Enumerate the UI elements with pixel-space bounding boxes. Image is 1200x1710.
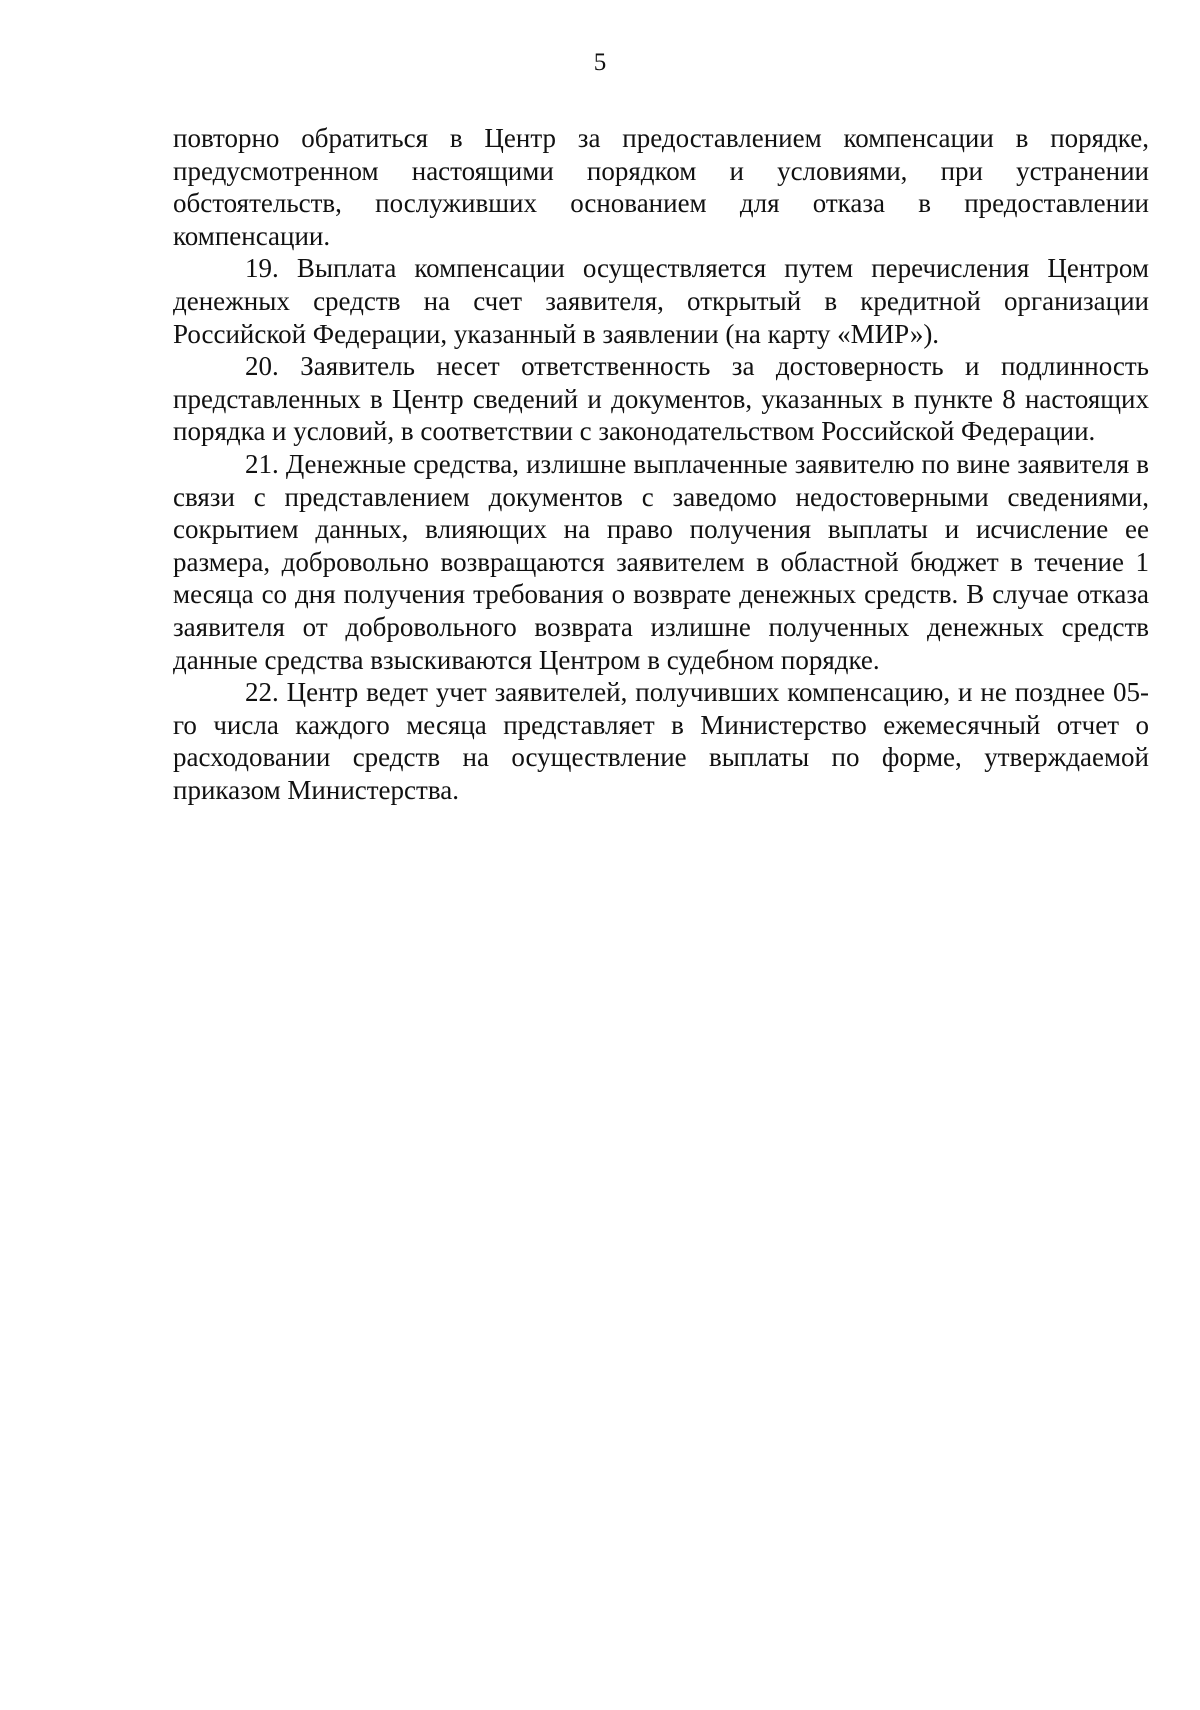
page-number: 5 (593, 49, 607, 76)
paragraph-continuation: повторно обратиться в Центр за предоставлением компенсации в порядке, предусмотренном настоящими порядком и условиями, при устранении обстоятельств, послуживших основанием для отказа в предоставлении компенсации. (173, 123, 1149, 251)
paragraph-item-22: 22. Центр ведет учет заявителей, получивших компенсацию, и не позднее 05-го числа каждого месяца представляет в Министерство ежемесячный отчет о расходовании средств на осуществление выплаты по форме, утверждаемой приказом Министерства. (173, 677, 1149, 805)
paragraph-item-20: 20. Заявитель несет ответственность за достоверность и подлинность представленных в Центр сведений и документов, указанных в пункте 8 настоящих порядка и условий, в соответствии с законодательством Российской Федерации. (173, 351, 1149, 447)
document-body (173, 122, 1149, 806)
paragraph-item-21: 21. Денежные средства, излишне выплаченные заявителю по вине заявителя в связи с представлением документов с заведомо недостоверными сведениями, сокрытием данных, влияющих на право получения выплаты и исчисление ее размера, добровольно возвращаются заявителем в областной бюджет в течение 1 месяца со дня получения требования о возврате денежных средств. В случае отказа заявителя от добровольного возврата излишне полученных денежных средств данные средства взыскиваются Центром в судебном порядке. (173, 448, 1149, 675)
paragraph-item-19: 19. Выплата компенсации осуществляется путем перечисления Центром денежных средств на счет заявителя, открытый в кредитной организации Российской Федерации, указанный в заявлении (на карту «МИР»). (173, 253, 1149, 349)
